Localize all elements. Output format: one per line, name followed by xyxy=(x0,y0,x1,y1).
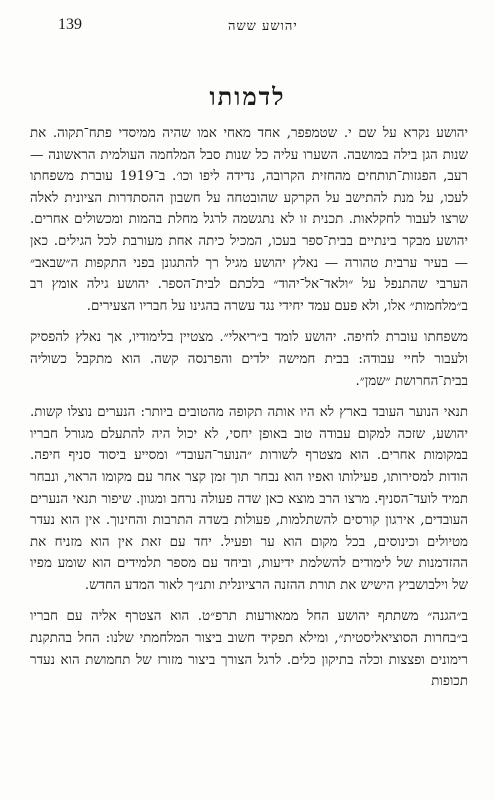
paragraph-3: תנאי הנוער העובד בארץ לא היו אותה תקופה מהטובים ביותר: הנערים נוצלו קשות. יהושע, שזכה למקום עבודה טוב באופן יחסי, לא יכול היה להתעלם מגורל חבריו במקומות אחרים. הוא מצטרף לשורות ״הנוער־העובד״ ומסייע ביסוד סניף חיפה. הודות למסירותו, פעילותו ואפיו הוא נבחר תוך זמן קצר אחר עם מקומו הראוי, ונבחר תמיד לועד־הסניף. מרצו הרב מוצא כאן שדה פעולה נרחב ומגוון. שיפור תנאי הנערים העובדים, אירגון קורסים להשתלמות, פעולות בשדה התרבות והחינוך. אין הוא נעדר מטיולים וכינוסים, בכל מקום הוא ער ופעיל. יחד עם זאת אין הוא מזניח את ההזדמנות של לימודים להשלמת ידיעות, וביחד עם מספר תלמידים הוא שומע מפיו של וילבושביץ הישיש את תורת ההזנה הרציונלית ותנ״ך לאור המדע החדש. xyxy=(30,405,468,593)
body-text xyxy=(30,123,468,693)
page-header xyxy=(58,16,453,38)
running-title: יהושע ששה xyxy=(228,19,298,34)
page-number: 139 xyxy=(58,16,82,33)
paragraph-2: משפחתו עוברת לחיפה. יהושע לומד ב״ריאלי״. מצטיין בלימודיו, אך נאלץ להפסיק ולעבור לחיי עבודה: בבית חמישה ילדים והפרנסה קשה. הוא מתקבל כשוליה בבית־החרושת ״שמן״. xyxy=(30,330,468,389)
paragraph-1: יהושע נקרא על שם י. שטמפפר, אחד מאחי אמו שהיה ממיסדי פתח־תקוה. את שנות הגן בילה במושבה. השערו עליה כל שנות סבל המלחמה העולמית הראשונה — רעב, הפגזות־תותחים מהחזית הקרובה, נדידה ליפו וכו׳. ב־1919 עוברת משפחתו לעכו, על מנת להתישב על הקרקע שהובטחה על חשבון ההסתדרות הציונית לאלה שרצו לעבור לחקלאות. תכנית זו לא נתגשמה לרגל מחלת בהמות ומכשולים אחרים. יהושע מבקר בינתיים בבית־ספר בעכו, המכיל כיתה אחת מעורבת לכל הגילים. כאן — בעיר ערבית טהורה — נאלץ יהושע מגיל רך להתגונן בפני התקפות ה״שבאב״ הערבי שהתנפל על ״ולאד־אל־יהוד״ בלכתם לבית־הספר. יהושע גילה אומץ רב ב״מלחמות״ אלו, ולא פעם עמד יחידי נגד עשרה בהגינו על חבריו הצעירים. xyxy=(30,126,468,314)
chapter-title: לדמותו xyxy=(209,82,286,111)
paragraph-4: ב״הגנה״ משתתף יהושע החל ממאורעות תרפ״ט. הוא הצטרף אליה עם חבריו ב״בחרות הסוציאליסטית״, ומילא תפקיד חשוב ביצור המלחמתי שלנו: החל בהתקנת רימונים ופצצות וכלה בתיקון כלים. לרגל הצורך ביצור מזורז של תחמושת הוא נעדר תכופות xyxy=(30,609,468,690)
